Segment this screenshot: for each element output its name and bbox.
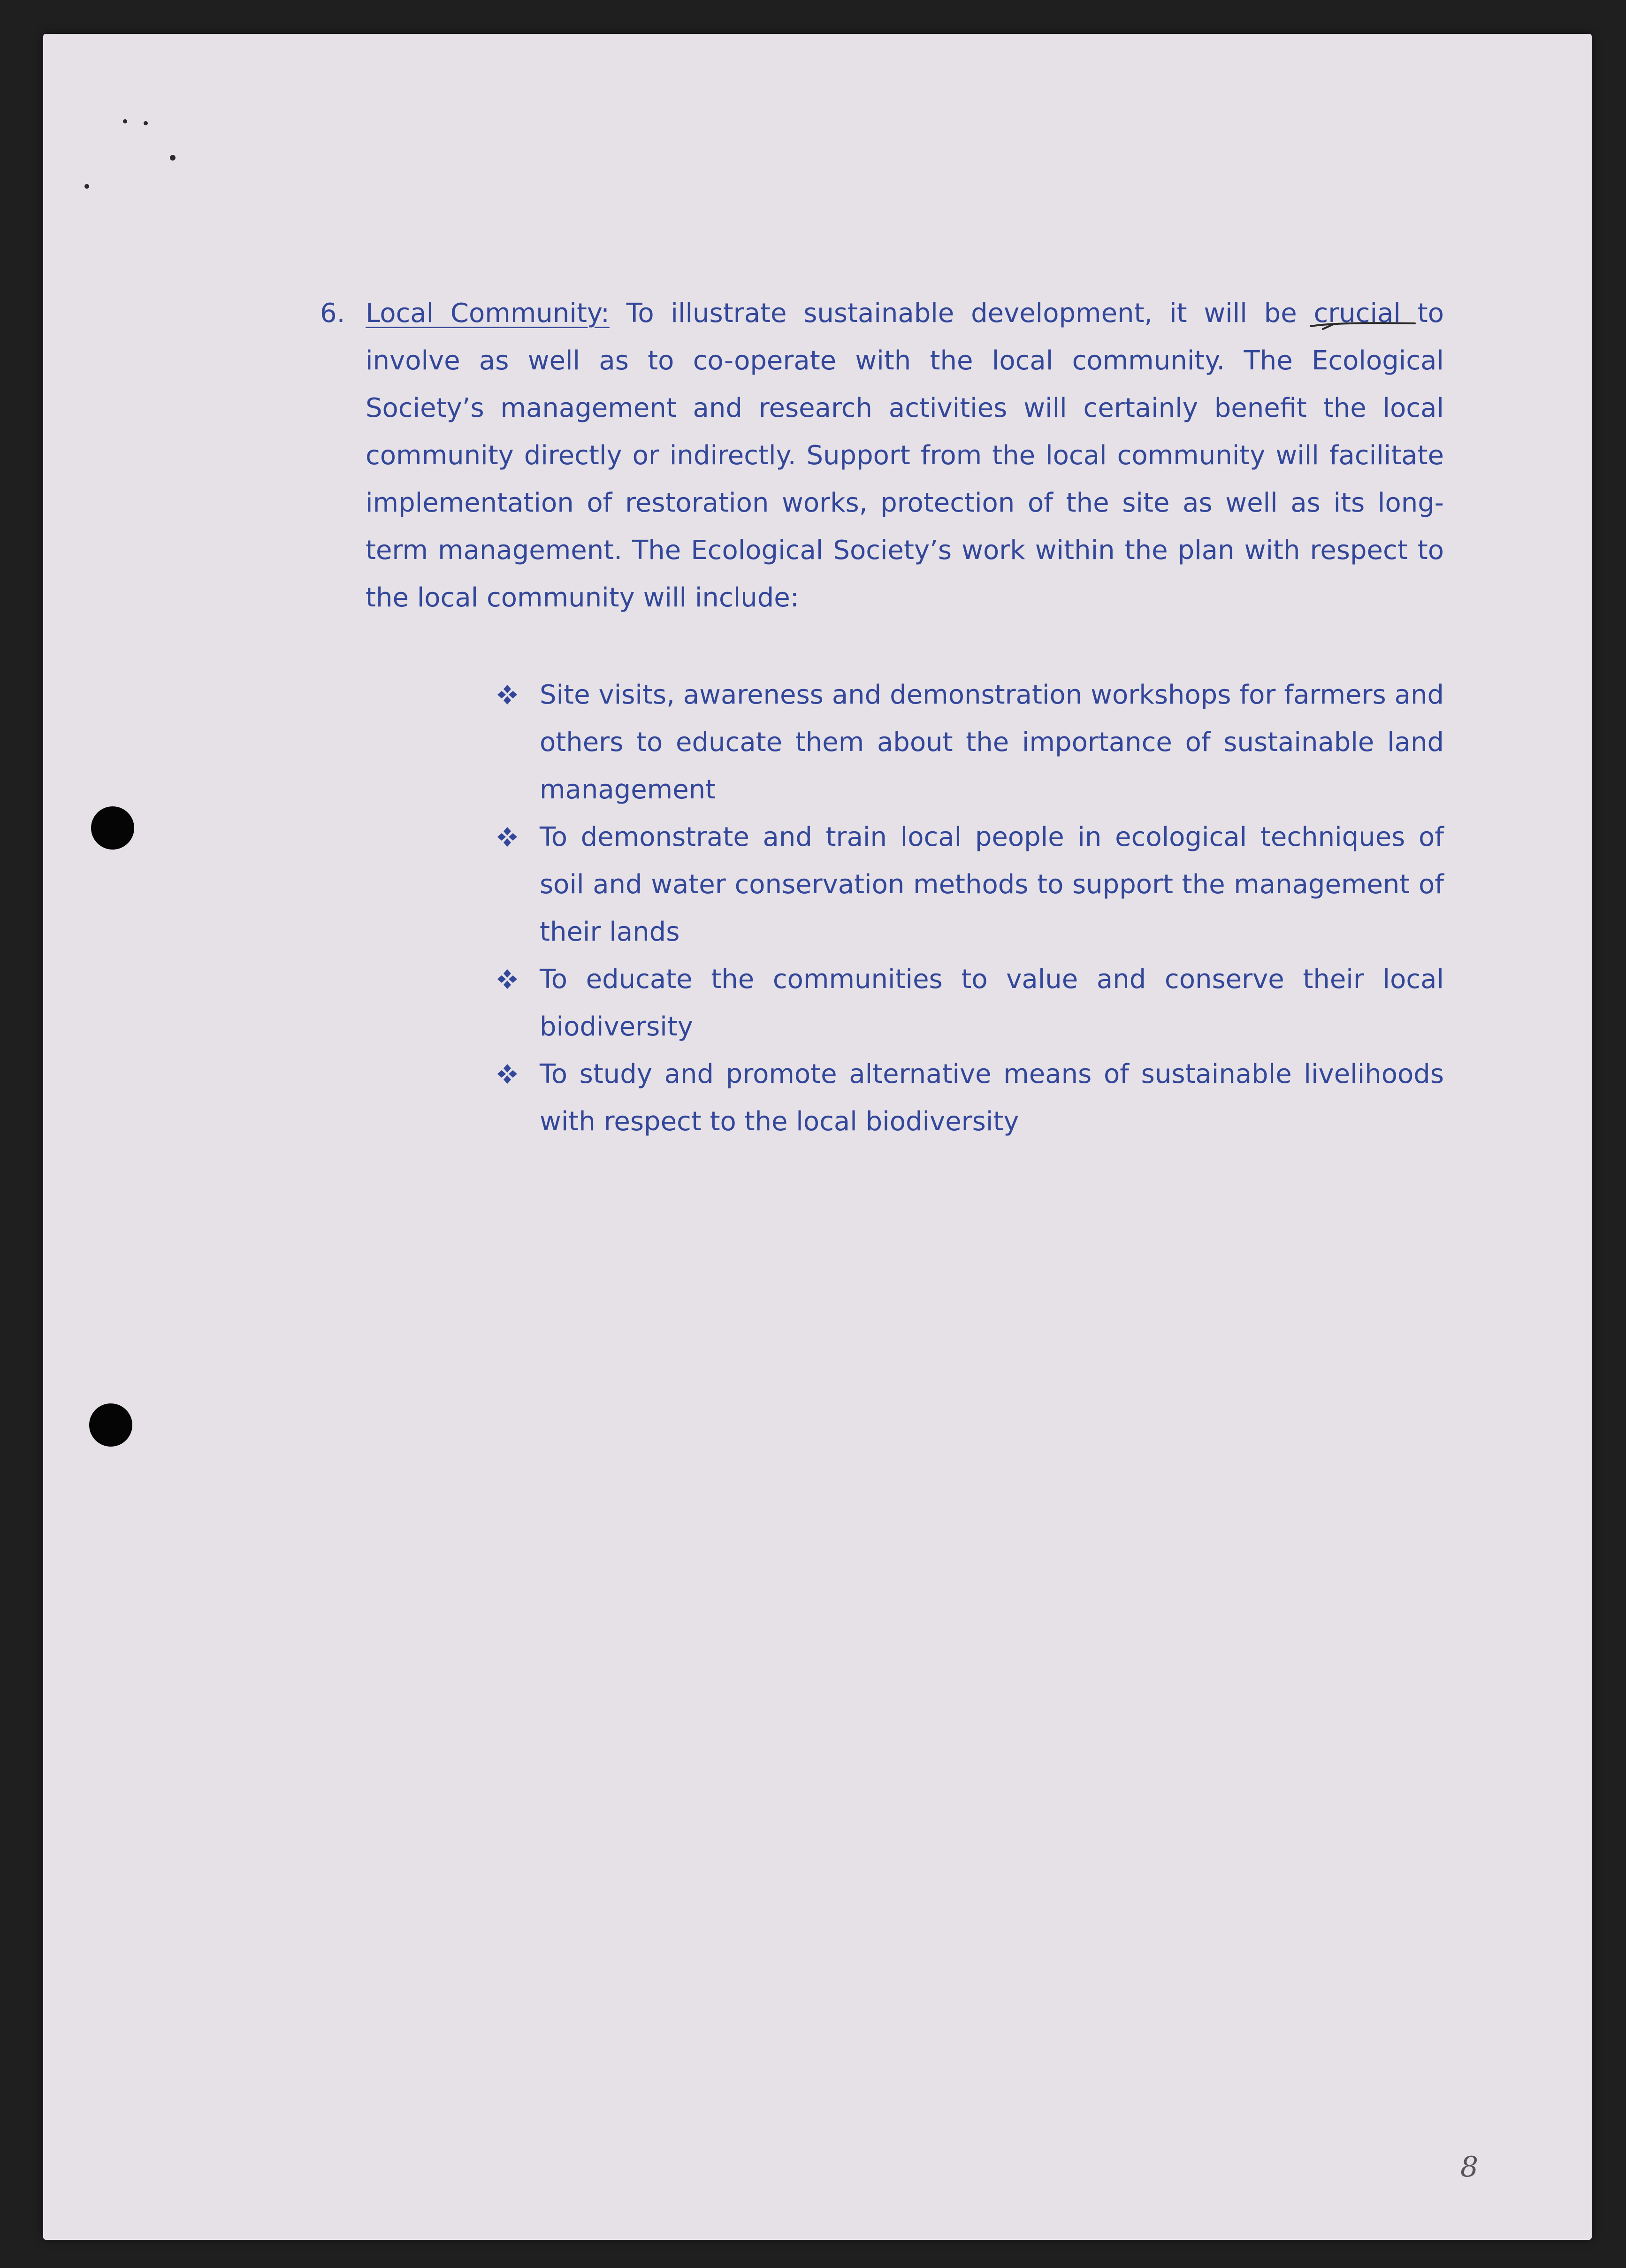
intro-text-end: to involve as well as to co-operate with the local community. The Ecological Society’s management and research activities will certainly benefit the local community directly or indirectly. Support from the local community will facilitate implementation of restoration works, protection of the site as well as its long-term management. The Ecological Society’s work within the plan with respect to the local community will include: (366, 298, 1444, 613)
bullet-text: To educate the communities to value and conserve their local biodiversity (540, 964, 1444, 1042)
bullet-section (320, 671, 1444, 1145)
paper-speck (144, 121, 148, 125)
bullet-text: To demonstrate and train local people in ecological techniques of soil and water conservation methods to support the management of their lands (540, 822, 1444, 947)
document-body (320, 290, 1444, 621)
bullet-text: Site visits, awareness and demonstration workshops for farmers and others to educate them about the importance of sustainable land management (540, 680, 1444, 805)
punch-hole-top (91, 806, 134, 850)
paper-speck (123, 119, 127, 123)
item-number: 6. (320, 298, 345, 329)
list-item (496, 671, 1444, 813)
paper-speck (170, 155, 176, 161)
diamond-bullet-icon (496, 1063, 518, 1085)
handwritten-emphasis (1313, 290, 1401, 337)
punch-hole-bottom (89, 1403, 132, 1447)
bullet-text: To study and promote alternative means of sustainable livelihoods with respect to the local biodiversity (540, 1059, 1444, 1137)
section-heading: Local Community: (366, 298, 610, 329)
handwritten-underline-mark (1309, 318, 1417, 332)
list-item (496, 813, 1444, 956)
diamond-bullet-icon (496, 826, 518, 848)
bullet-list (320, 671, 1444, 1145)
document-page (43, 34, 1592, 2240)
paper-speck (84, 184, 89, 189)
section-local-community (320, 290, 1444, 621)
emphasis-word: crucial (1313, 298, 1401, 329)
page-number: 8 (1460, 2151, 1479, 2184)
list-item (496, 956, 1444, 1050)
intro-text-start: To illustrate sustainable development, it will be (609, 298, 1314, 329)
list-item (496, 1050, 1444, 1145)
diamond-bullet-icon (496, 684, 518, 705)
diamond-bullet-icon (496, 968, 518, 990)
